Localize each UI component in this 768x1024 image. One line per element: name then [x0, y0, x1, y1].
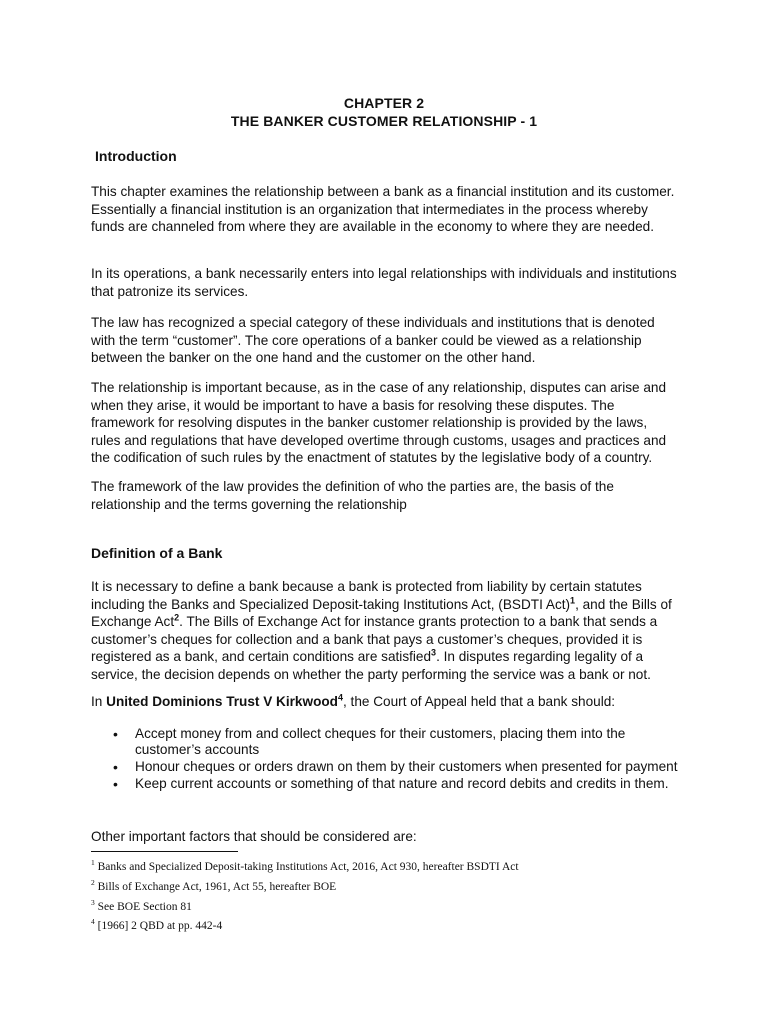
case-paragraph: In United Dominions Trust V Kirkwood$^4$, the Court of Appeal held that a bank should: [91, 692, 616, 709]
bullet-icon: • [113, 776, 118, 792]
definition-paragraph: It is necessary to define a bank because a bank is protected from liability by certain statutes including the Banks and Specialized Deposit-taking Institutions Act, (BSDTI Act)$^1$, and the Bills of Exchange Act$^2$. The Bills of Exchange Act for instance grants protection to a bank that sends a customer’s cheques for collection and a bank that pays a customer’s cheques, provided it is registered as a bank, and certain conditions are satisfied$^3$. In disputes regarding legality of a service, the decision depends on whether the party performing the service was a bank or not. [91, 579, 672, 682]
bank-criteria-list [91, 726, 691, 793]
chapter-title: THE BANKER CUSTOMER RELATIONSHIP - 1 [230, 113, 538, 129]
footnote-ref-2[interactable]: 2 [174, 612, 180, 623]
footnotes [91, 855, 691, 934]
footnote: $^2$ Bills of Exchange Act, 1961, Act 55, hereafter BOE [91, 877, 337, 893]
intro-paragraph-1: This chapter examines the relationship between a bank as a financial institution and its customer. Essentially a financial institution is an organization that intermediates in the process whereby funds are channeled from where they are available in the economy to where they are needed. [91, 184, 675, 234]
footnote-ref-3[interactable]: 3 [431, 647, 437, 658]
footnote-separator [91, 851, 238, 852]
footnote: $^3$ See BOE Section 81 [91, 897, 192, 913]
list-item: • Keep current accounts or something of that nature and record debits and credits in them. [113, 776, 669, 792]
bullet-icon: • [113, 726, 118, 742]
list-item: • Honour cheques or orders drawn on them by their customers when presented for payment [113, 759, 678, 775]
chapter-number: CHAPTER 2 [343, 95, 425, 111]
footnote-ref-1[interactable]: 1 [570, 594, 576, 605]
other-factors-line: Other important factors that should be considered are: [91, 829, 417, 844]
footnote-ref-4[interactable]: 4 [337, 692, 343, 703]
bullet-icon: • [113, 759, 118, 775]
case-name: United Dominions Trust V Kirkwood [106, 694, 338, 709]
footnote: $^4$ [1966] 2 QBD at pp. 442-4 [91, 917, 223, 933]
footnote: $^1$ Banks and Specialized Deposit-taking Institutions Act, 2016, Act 930, hereafter BSDTI Act [91, 858, 519, 873]
intro-paragraph-4: The relationship is important because, as in the case of any relationship, disputes can arise and when they arise, it would be important to have a basis for resolving these disputes. The framework for resolving disputes in the banker customer relationship is provided by the laws, rules and regulations that have developed overtime through customs, usages and practices and the codification of such rules by the enactment of statutes by the legislative body of a country. [91, 380, 667, 465]
intro-paragraph-3: The law has recognized a special category of these individuals and institutions that is denoted with the term “customer”. The core operations of a banker could be viewed as a relationship between the banker on the one hand and the customer on the other hand. [91, 315, 655, 365]
definition-heading: Definition of a Bank [91, 545, 223, 561]
intro-paragraph-5: The framework of the law provides the definition of who the parties are, the basis of the relationship and the terms governing the relationship [91, 479, 614, 512]
list-item: • Accept money from and collect cheques for their customers, placing them into the customer’s accounts [113, 726, 626, 757]
introduction-heading: Introduction [95, 148, 177, 164]
intro-paragraph-2: In its operations, a bank necessarily enters into legal relationships with individuals and institutions that patronize its services. [91, 266, 677, 299]
